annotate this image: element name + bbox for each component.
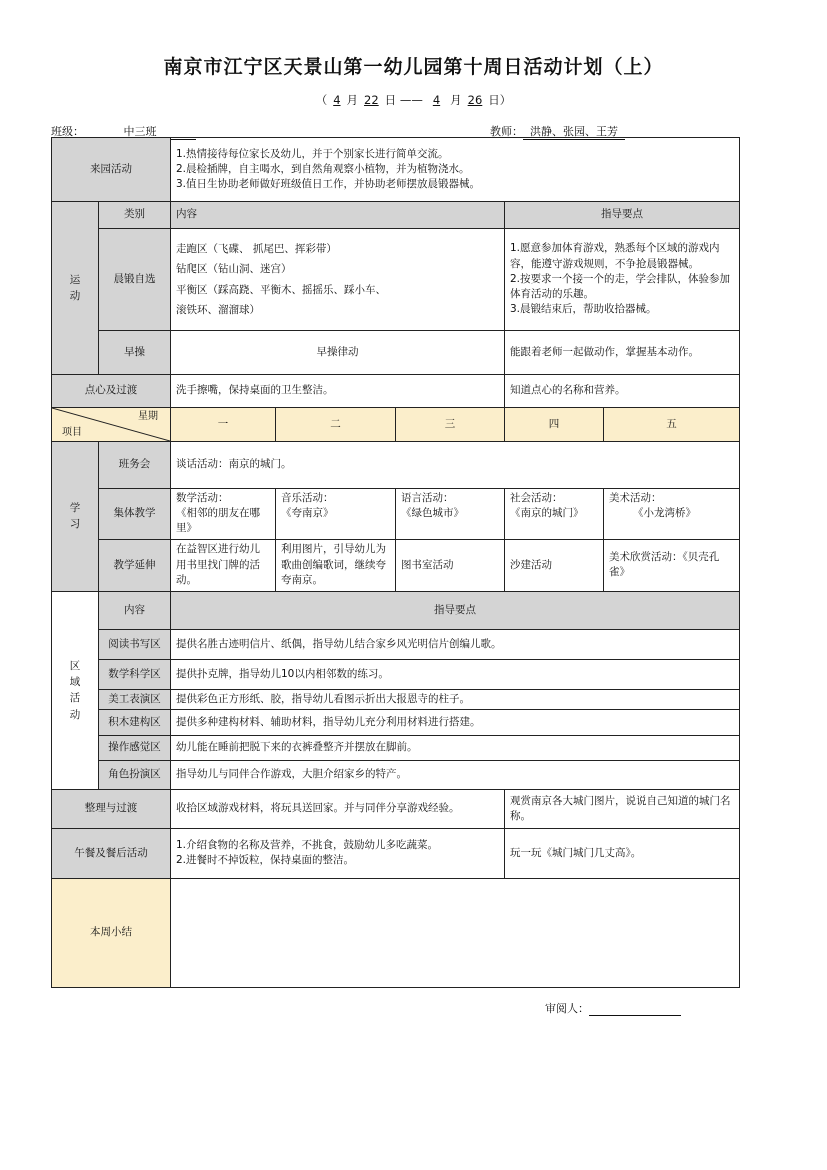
weekday-3: 三 (396, 408, 505, 442)
teaching-extension-wed: 图书室活动 (396, 539, 505, 591)
area-points: 提供名胜古迹明信片、纸偶，指导幼儿结合家乡风光明信片创编儿歌。 (171, 629, 740, 659)
teaching-extension-fri: 美术欣赏活动：《贝壳孔雀》 (604, 539, 740, 591)
morning-exercise-label: 晨锻自选 (99, 229, 171, 331)
exercise-section-label: 运 动 (52, 202, 99, 375)
morning-drill-row (52, 331, 740, 375)
tidy-left: 收拾区域游戏材料，将玩具送回家。并与同伴分享游戏经验。 (171, 789, 505, 828)
morning-drill-label: 早操 (99, 331, 171, 375)
class-meeting-label: 班务会 (99, 442, 171, 489)
tidy-row (52, 789, 740, 828)
group-teaching-thu: 社会活动： 《南京的城门》 (505, 489, 604, 540)
day-label-1: 日 —— (384, 93, 423, 107)
area-name: 积木建构区 (99, 709, 171, 735)
area-row (52, 689, 740, 709)
content-header: 内容 (171, 202, 505, 229)
area-points: 指导幼儿与同伴合作游戏，大胆介绍家乡的特产。 (171, 760, 740, 789)
group-teaching-wed: 语言活动： 《绿色城市》 (396, 489, 505, 540)
area-name: 阅读书写区 (99, 629, 171, 659)
lunch-label: 午餐及餐后活动 (52, 828, 171, 878)
day-label-2: 日） (488, 93, 512, 107)
exercise-header-row (52, 202, 740, 229)
teaching-extension-tue: 利用图片，引导幼儿为歌曲创编歌词，继续夸夸南京。 (276, 539, 396, 591)
summary-row (52, 878, 740, 987)
class-label: 班级： (51, 125, 84, 138)
teacher-label: 教师： (490, 125, 523, 138)
area-row (52, 735, 740, 760)
area-points: 提供扑克牌，指导幼儿10以内相邻数的练习。 (171, 659, 740, 689)
item-label: 项目 (62, 426, 82, 438)
area-row (52, 629, 740, 659)
area-row (52, 760, 740, 789)
morning-drill-content: 早操律动 (171, 331, 505, 375)
arrival-line: 3.值日生协助老师做好班级值日工作，并协助老师摆放晨锻器械。 (176, 178, 481, 191)
reviewer-line[interactable] (589, 1002, 681, 1016)
area-name: 角色扮演区 (99, 760, 171, 789)
arrival-row (52, 138, 740, 202)
morning-drill-points: 能跟着老师一起做动作，掌握基本动作。 (505, 331, 740, 375)
month-label-2: 月 (450, 93, 462, 107)
area-content-header: 内容 (99, 591, 171, 629)
area-row (52, 659, 740, 689)
summary-label: 本周小结 (52, 878, 171, 987)
study-section-label: 学 习 (52, 442, 99, 592)
group-teaching-fri: 美术活动： 《小龙湾桥》 (604, 489, 740, 540)
reviewer-label: 审阅人： (545, 1002, 589, 1015)
area-section-label: 区 域 活 动 (52, 591, 99, 789)
area-name: 操作感觉区 (99, 735, 171, 760)
morning-exercise-content: 走跑区（飞碟、 抓尾巴、挥彩带） 钻爬区（钻山洞、迷宫） 平衡区（踩高跷、平衡木、摇摇乐、踩小车、 滚铁环、溜溜球） (171, 229, 505, 331)
snack-content: 洗手擦嘴，保持桌面的卫生整洁。 (171, 375, 505, 408)
weekday-1: 一 (171, 408, 276, 442)
month-label-1: 月 (346, 93, 359, 107)
end-month: 4 (432, 93, 441, 107)
arrival-line: 2.晨检插牌，自主喝水，到自然角观察小植物，并为植物浇水。 (176, 162, 470, 175)
area-points: 幼儿能在睡前把脱下来的衣裤叠整齐并摆放在脚前。 (171, 735, 740, 760)
start-month: 4 (333, 93, 341, 107)
date-open: （ (315, 93, 328, 107)
teaching-extension-label: 教学延伸 (99, 539, 171, 591)
group-teaching-row (52, 489, 740, 540)
lunch-row (52, 828, 740, 878)
teacher-value: 洪静、张园、王芳 (523, 123, 625, 140)
end-day: 26 (467, 93, 483, 107)
class-meeting-row (52, 442, 740, 489)
arrival-content (171, 138, 740, 202)
teaching-extension-row (52, 539, 740, 591)
class-value: 中三班 (84, 123, 196, 140)
morning-exercise-row (52, 229, 740, 331)
area-name: 数学科学区 (99, 659, 171, 689)
weekday-2: 二 (276, 408, 396, 442)
points-header: 指导要点 (505, 202, 740, 229)
weekday-label: 星期 (138, 411, 158, 422)
group-teaching-tue: 音乐活动： 《夸南京》 (276, 489, 396, 540)
snack-points: 知道点心的名称和营养。 (505, 375, 740, 408)
summary-content[interactable] (171, 878, 740, 987)
date-range (0, 92, 827, 108)
weekday-item-header (52, 408, 171, 442)
page-title: 南京市江宁区天景山第一幼儿园第十周日活动计划（上） (163, 56, 664, 78)
group-teaching-mon: 数学活动： 《相邻的朋友在哪里》 (171, 489, 276, 540)
area-name: 美工表演区 (99, 689, 171, 709)
category-header: 类别 (99, 202, 171, 229)
teaching-extension-mon: 在益智区进行幼儿用书里找门牌的活动。 (171, 539, 276, 591)
reviewer-signature (545, 1000, 681, 1016)
area-points: 提供彩色正方形纸、胶，指导幼儿看图示折出大报恩寺的柱子。 (171, 689, 740, 709)
morning-exercise-points: 1.愿意参加体育游戏，熟悉每个区域的游戏内容，能遵守游戏规则，不争抢晨锻器械。 2.按要求一个接一个的走，学会排队，体验参加体育活动的乐趣。 3.晨锻结束后，帮助收拾器械。 (505, 229, 740, 331)
lunch-right: 玩一玩《城门城门几丈高》。 (505, 828, 740, 878)
snack-row (52, 375, 740, 408)
snack-label: 点心及过渡 (52, 375, 171, 408)
start-day: 22 (364, 93, 379, 107)
arrival-label: 来园活动 (52, 138, 171, 202)
weekday-row (52, 408, 740, 442)
weekday-4: 四 (505, 408, 604, 442)
tidy-label: 整理与过渡 (52, 789, 171, 828)
tidy-right: 观赏南京各大城门图片，说说自己知道的城门名称。 (505, 789, 740, 828)
area-header-row (52, 591, 740, 629)
weekday-5: 五 (604, 408, 740, 442)
activity-plan-table (51, 137, 740, 988)
teaching-extension-thu: 沙建活动 (505, 539, 604, 591)
area-points: 提供多种建构材料、辅助材料，指导幼儿充分利用材料进行搭建。 (171, 709, 740, 735)
area-points-header: 指导要点 (171, 591, 740, 629)
arrival-line: 1.热情接待每位家长及幼儿，并于个别家长进行简单交流。 (176, 147, 449, 160)
area-row (52, 709, 740, 735)
group-teaching-label: 集体教学 (99, 489, 171, 540)
lunch-left: 1.介绍食物的名称及营养，不挑食，鼓励幼儿多吃蔬菜。 2.进餐时不掉饭粒，保持桌面的整洁。 (171, 828, 505, 878)
class-meeting-content: 谈话活动：南京的城门。 (171, 442, 740, 489)
